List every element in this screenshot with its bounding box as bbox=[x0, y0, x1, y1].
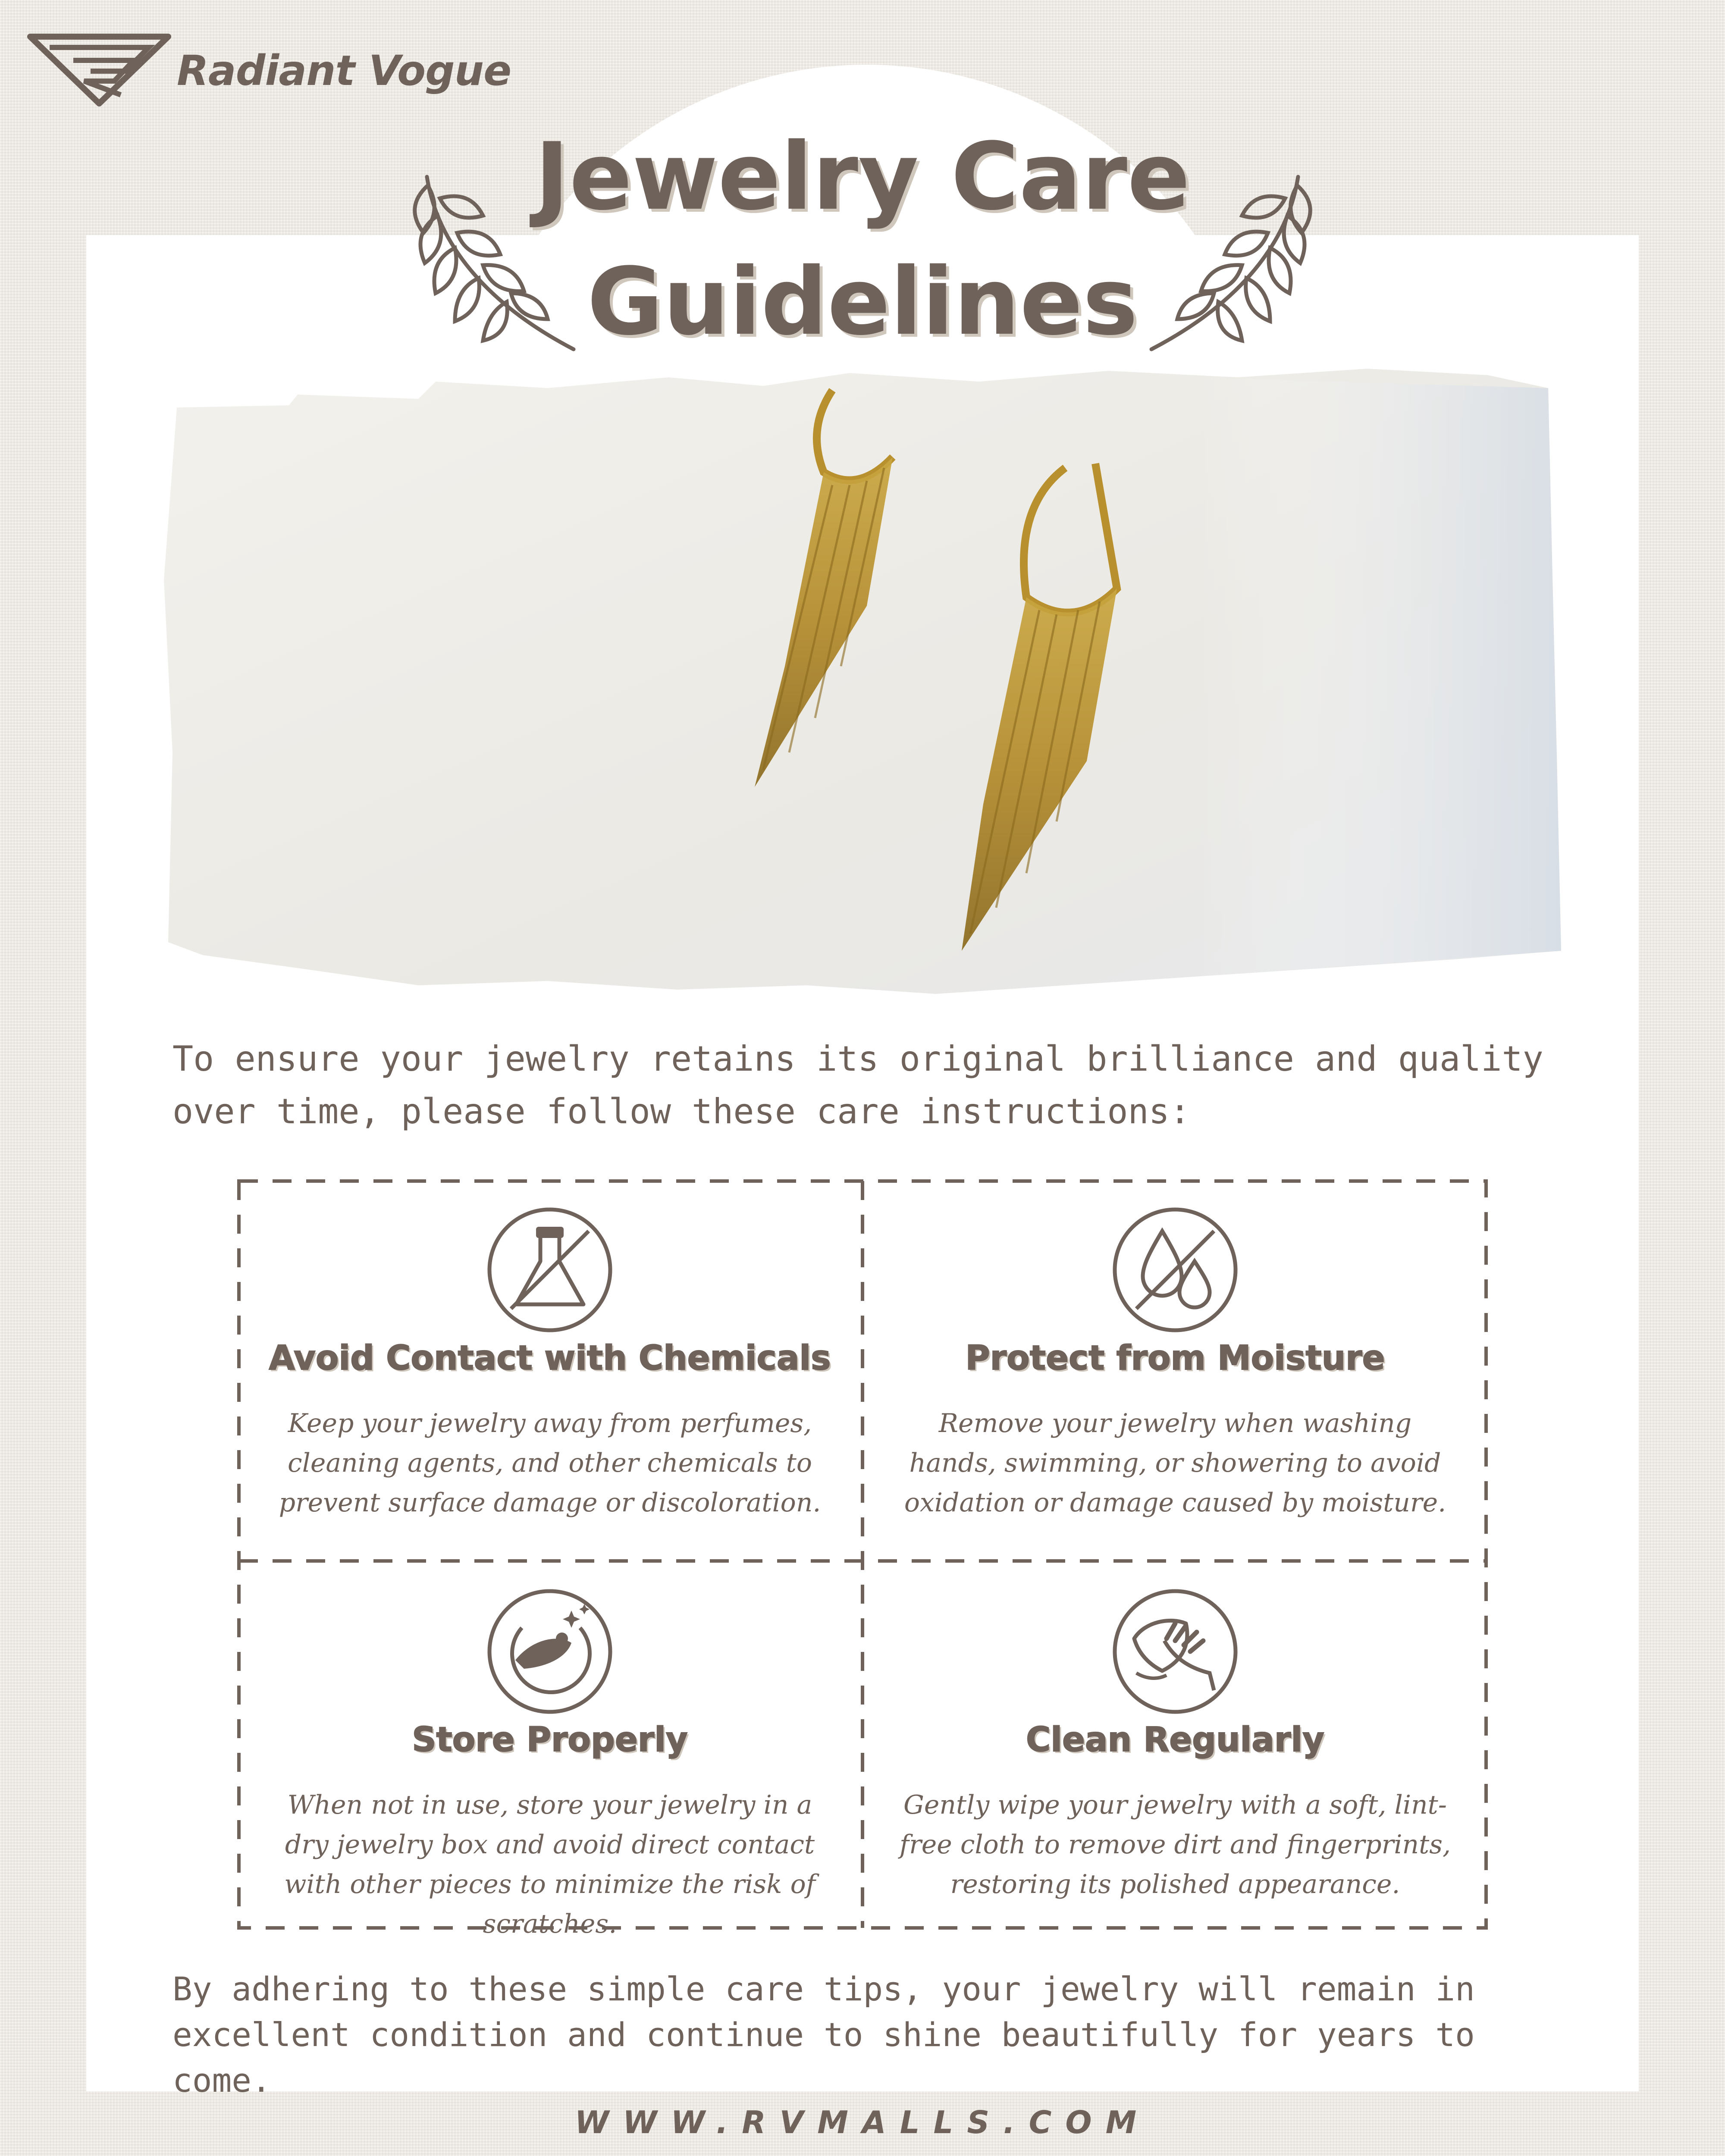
tip-protect-moisture bbox=[862, 1179, 1488, 1554]
intro-text: To ensure your jewelry retains its original brilliance and quality over time, please follow these care instructions: bbox=[172, 1039, 1543, 1131]
tip-store-properly bbox=[237, 1561, 862, 1939]
hand-wiping-cloth-icon bbox=[1110, 1587, 1240, 1716]
rv-chevron-logo-icon bbox=[26, 30, 172, 108]
tip-description: Remove your jewelry when washing hands, swimming, or showering to avoid oxidation or damage caused by moisture. bbox=[904, 1408, 1446, 1518]
laurel-branch-icon bbox=[401, 168, 582, 358]
tip-heading: Protect from Moisture bbox=[965, 1339, 1385, 1378]
tip-clean-regularly bbox=[862, 1561, 1488, 1936]
tip-description: Keep your jewelry away from perfumes, cleaning agents, and other chemicals to prevent surface damage or discoloration. bbox=[279, 1408, 821, 1518]
tip-description: When not in use, store your jewelry in a dry jewelry box and avoid direct contact with other pieces to minimize the risk of scratches. bbox=[284, 1790, 815, 1939]
tip-heading: Clean Regularly bbox=[1026, 1720, 1324, 1759]
tip-avoid-chemicals bbox=[237, 1179, 862, 1554]
care-tips-grid bbox=[237, 1179, 1488, 1939]
no-moisture-droplets-icon bbox=[1110, 1205, 1240, 1335]
brand-name: Radiant Vogue bbox=[177, 47, 511, 95]
page-title bbox=[474, 114, 1251, 364]
title-line-1: Jewelry Care bbox=[535, 122, 1190, 231]
title-line-2: Guidelines bbox=[587, 248, 1138, 356]
outro-text: By adhering to these simple care tips, your jewelry will remain in excellent condition and continue to shine beautifully for years to come. bbox=[172, 1970, 1475, 2100]
tip-description: Gently wipe your jewelry with a soft, lint-free cloth to remove dirt and fingerprints, restoring its polished appearance. bbox=[899, 1790, 1451, 1899]
jewelry-box-sparkle-icon bbox=[485, 1587, 615, 1716]
tip-heading: Store Properly bbox=[412, 1720, 688, 1759]
laurel-branch-icon bbox=[1143, 168, 1324, 358]
brand-logo bbox=[26, 30, 511, 116]
website-url[interactable]: WWW.RVMALLS.COM bbox=[574, 2104, 1151, 2140]
tip-heading: Avoid Contact with Chemicals bbox=[269, 1339, 831, 1378]
no-chemicals-flask-icon bbox=[485, 1205, 615, 1335]
gold-fringe-earrings-photo bbox=[160, 364, 1565, 1003]
